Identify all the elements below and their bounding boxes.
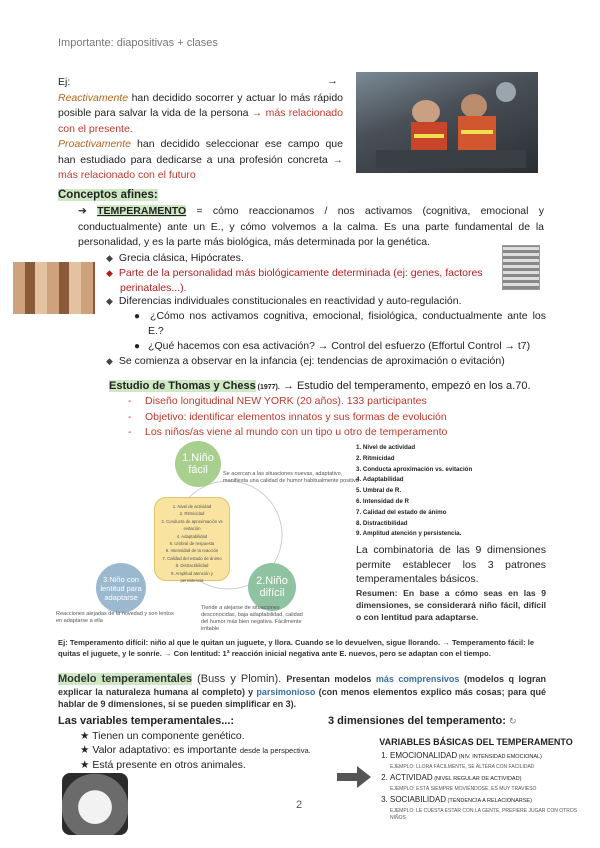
center-item: 1. Nivel de actividad (172, 504, 212, 509)
paramedics-photo (356, 72, 538, 173)
slow-description: Reacciones alejadas de la novedad y son lentos en adaptarse a ella (56, 611, 174, 624)
variables-list (80, 729, 311, 772)
example-temperamento: Ej: Temperamento difícil: niño al que le quitan un juguete, y llora. Cuando se lo devuelven, sigue llorando. → Temperamento fácil: le quitas el juguete, y le sonríe. → Con lentitud: 1ª reacción inicial negativa ante E. nuevos, pero se adaptan con el tiempo. (58, 638, 535, 658)
dimension-item: 7. Calidad del estado de ánimo (356, 508, 447, 516)
example-block (58, 75, 343, 184)
dimension-item: 1. Nivel de actividad (356, 444, 416, 451)
combinatoria-text: La combinatoria de las 9 dimensiones permite establecer los 3 patrones temperamentales básicos. (356, 544, 546, 585)
center-list (159, 503, 225, 584)
slow-child-node: 3.Niño con lentitud para adaptarse (96, 563, 146, 613)
faces-photo (13, 262, 95, 314)
center-item: 3. Conducta de aproximación vs evitación (161, 518, 223, 532)
thomas-chess-heading: Estudio de Thomas y Chess (1977). → Estudio del temperamento, empezó en los a.70. (109, 380, 531, 392)
dimensions-center-box (154, 497, 230, 584)
list-item: ◆ Diferencias individuales constitucionales en reactividad y auto-regulación. (106, 295, 462, 307)
list-item: ● ¿Cómo nos activamos cognitiva, emocional, fisiológica, conductualmente ante los E.? (134, 310, 546, 337)
reactive-word: Reactivamente (58, 91, 129, 104)
list-item: - Objetivo: identificar elementos innatos y sus formas de evolución (128, 410, 447, 423)
list-item: ★ Valor adaptativo: es importante desde la perspectiva. (80, 744, 311, 756)
thomas-list (128, 394, 447, 441)
dimension-item: 4. Adaptabilidad (356, 476, 404, 484)
reactive-paragraph (58, 91, 343, 138)
ej-label: Ej: (58, 76, 71, 88)
arrow-icon: ➔ (78, 205, 87, 217)
husky-photo (62, 773, 128, 835)
dimension-item: 6. Intensidad de R (356, 497, 409, 505)
center-item: 6. Intensidad de la reacción (165, 548, 219, 554)
page-number: 2 (296, 799, 303, 811)
proactive-word: Proactivamente (58, 138, 131, 150)
center-item: 9. Amplitud atención y persistencia (170, 570, 214, 584)
list-item: ★ Tienen un componente genético. (80, 730, 245, 742)
dimension-item: 9. Amplitud atención y persistencia. (356, 530, 462, 538)
center-item: 2. Ritmicidad (179, 511, 205, 517)
diamond-bullet-icon: ◆ (106, 356, 113, 366)
center-item: 7. Calidad del estado de ánimo (162, 555, 222, 561)
temperamento-text: = cómo reaccionamos / nos activamos (cognitiva, emocional y conductualmente) ante un E., y cómo volvemos a la calma. Es una parte fundamental de la personalidad, y es la parte más biológica, más determinada por la genética. (78, 205, 544, 248)
diamond-bullet-icon: ◆ (106, 296, 113, 306)
proactive-paragraph (58, 137, 343, 184)
list-item: ★ Está presente en otros animales. (80, 759, 246, 771)
basic-variables-list (366, 751, 586, 822)
temperamento-word: TEMPERAMENTO (97, 205, 187, 217)
page-header: Importante: diapositivas + clases (58, 37, 218, 49)
center-item: 5. Umbral de respuesta (169, 541, 215, 547)
diamond-bullet-icon: ◆ (106, 253, 113, 263)
proactive-note: → más relacionado con el futuro (58, 153, 343, 181)
list-item: ◆ Parte de la personalidad más biológicamente determinada (ej: genes, factores perinatales...). (106, 267, 483, 294)
hard-child-node: 2.Niño difícil (248, 563, 296, 611)
dimensions-list (356, 443, 472, 540)
box-title: VARIABLES BÁSICAS DEL TEMPERAMENTO (379, 737, 573, 747)
center-item: 4. Adaptabilidad (176, 533, 208, 539)
variables-basicas-box (366, 737, 586, 842)
list-item: ◆ Grecia clásica, Hipócrates. (106, 252, 244, 264)
resumen-text: Resumen: En base a cómo seas en las 9 dimensiones, se considerará niño fácil, difícil o con lentitud para adaptarse. (356, 588, 546, 622)
dimension-item: 2. Ritmicidad (356, 454, 395, 462)
list-item: ◆ Se comienza a observar en la infancia (ej: tendencias de aproximación o evitación) (106, 355, 505, 367)
dimensions-title: 3 dimensiones del temperamento: ↻ (328, 715, 517, 727)
sketch-image (502, 245, 540, 290)
dot-bullet-icon: ● (134, 311, 143, 322)
list-item: 1. EMOCIONALIDAD (NIV. INTENSIDAD EMOCIONAL) EJEMPLO: LLORA FÁCILMENTE, SE ALTERA CON FACILIDAD (390, 751, 586, 771)
variables-title: Las variables temperamentales...: (58, 715, 235, 727)
reactive-text: han decidido socorrer y actuar lo más rápido posible para salvar la vida de la persona (58, 91, 343, 119)
temperamento-definition (78, 204, 544, 251)
section-conceptos-title: Conceptos afines: (58, 189, 158, 201)
temperament-diagram (56, 441, 360, 632)
bullet-list-2 (106, 294, 546, 369)
dimension-item: 5. Umbral de R. (356, 487, 402, 495)
modelo-title: Modelo temperamentales (58, 673, 193, 685)
reactive-note: → más relacionado con el presente. (58, 107, 343, 135)
bullet-list (106, 251, 498, 296)
refresh-icon: ↻ (508, 716, 517, 726)
star-icon: ★ (80, 759, 93, 771)
list-item: - Diseño longitudinal NEW YORK (20 años). 133 participantes (128, 395, 427, 407)
star-icon: ★ (80, 744, 93, 756)
star-icon: ★ (80, 730, 93, 742)
dot-bullet-icon: ● (134, 341, 141, 352)
list-item: 3. SOCIABILIDAD (TENDENCIA A RELACIONARSE) EJEMPLO: LE CUESTA ESTAR CON LA GENTE, PREFIERE JUGAR CON OTROS NIÑOS (390, 795, 586, 822)
list-item: 2. ACTIVIDAD (NIVEL REGULAR DE ACTIVIDAD) EJEMPLO: ESTÁ SIEMPRE MOVIÉNDOSE, ES MUY TRAVIESO (390, 773, 586, 793)
easy-child-node: 1.Niño fácil (175, 441, 221, 487)
list-item: ● ¿Qué hacemos con esa activación? → Control del esfuerzo (Effortul Control → t7) (134, 340, 531, 352)
list-item: - Los niños/as viene al mundo con un tipo u otro de temperamento (128, 426, 448, 438)
diamond-bullet-icon: ◆ (106, 268, 113, 278)
modelo-paragraph: Modelo temperamentales (Buss y Plomin). Presentan modelos más comprensivos (modelos q logran explicar la naturaleza humana al completo) y parsimonioso (con menos elementos explico más cosas; para qué hablar de 9 dimensiones, si se pueden simplificar en 3). (58, 673, 546, 709)
easy-description: Se acercan a las situaciones nuevas, adaptativo, manifiesta una calidad de humor habitualmente positiva (223, 471, 359, 484)
center-item: 8. Distractibilidad (175, 563, 209, 569)
hard-description: Tiende a alejarse de situaciones desconocidas, baja adaptabilidad, calidad del humor más bien negativa. Fácilmente irritable (201, 605, 303, 632)
ej-arrow: → (327, 75, 338, 87)
proactive-text: han decidido seleccionar ese campo que han estudiado para dedicarse a una profesión concreta (58, 138, 343, 166)
dimension-item: 3. Conducta aproximación vs. evitación (356, 465, 473, 473)
dimension-item: 8. Distractibilidad (356, 519, 408, 527)
